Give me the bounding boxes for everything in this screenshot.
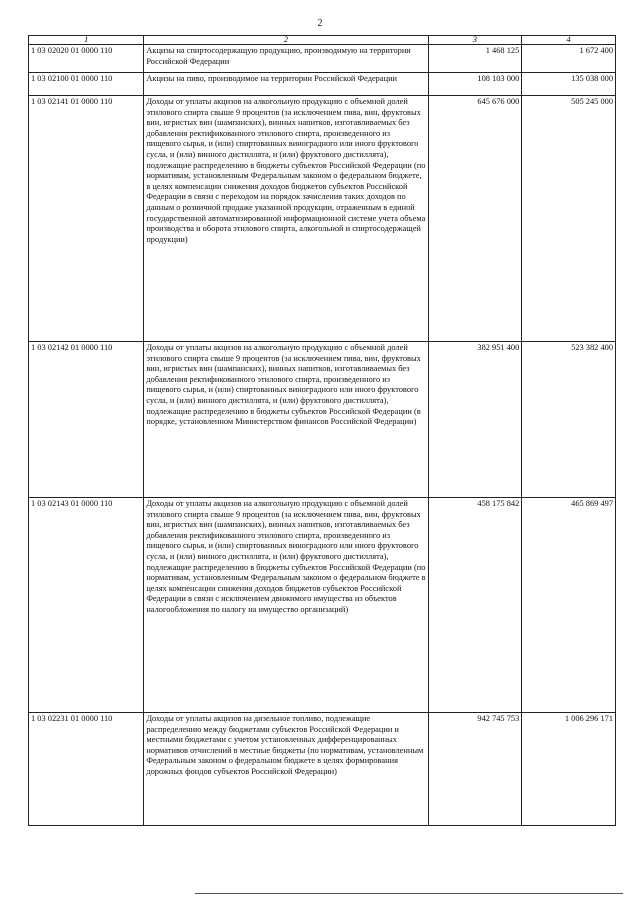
- row-description: Акцизы на спиртосодержащую продукцию, производимую на территории Российской Федерации: [144, 45, 428, 73]
- row-value-2: 505 245 000: [522, 96, 616, 342]
- row-value-2: 1 006 296 171: [522, 713, 616, 826]
- column-header-1: 1: [29, 36, 144, 45]
- table-row: [29, 73, 616, 96]
- table-row: [29, 498, 616, 713]
- table-row: [29, 342, 616, 498]
- row-value-1: 942 745 753: [428, 713, 522, 826]
- table-row: [29, 96, 616, 342]
- row-code: 1 03 02100 01 0000 110: [29, 73, 144, 96]
- row-value-2: 135 038 000: [522, 73, 616, 96]
- column-header-4: 4: [522, 36, 616, 45]
- row-value-2: 1 672 400: [522, 45, 616, 73]
- table-row: [29, 45, 616, 73]
- row-code: 1 03 02231 01 0000 110: [29, 713, 144, 826]
- bottom-divider: [195, 893, 623, 894]
- row-description: Доходы от уплаты акцизов на алкогольную продукцию с объемной долей этилового спирта свыше 9 процентов (за исключением пива, вин, фруктовых вин, игристых вин (шампанских), винных напитков, изготавливаемых без добавления ректификованного этилового спирта, произведенного из пищевого сырья, и (или) спиртованных виноградного или иного фруктового сусла, и (или) винного дистиллята, и (или) фруктового дистиллята), подлежащие распределению в бюджеты субъектов Российской Федерации (по нормативам, установленным Федеральным законом о федеральном бюджете в целях компенсации снижения доходов бюджетов субъектов Российской Федерации в связи с исключением движимого имущества из объектов налогообложения по налогу на имущество организаций): [144, 498, 428, 713]
- row-value-1: 458 175 842: [428, 498, 522, 713]
- row-value-1: 382 951 400: [428, 342, 522, 498]
- row-description: Доходы от уплаты акцизов на алкогольную продукцию с объемной долей этилового спирта свыше 9 процентов (за исключением пива, вин, фруктовых вин, игристых вин (шампанских), винных напитков, изготавливаемых без добавления ректификованного этилового спирта, произведенного из пищевого сырья, и (или) спиртованных виноградного или иного фруктового сусла, и (или) винного дистиллята, и (или) фруктового дистиллята), подлежащие распределению в бюджеты субъектов Российской Федерации (в порядке, установленном Министерством финансов Российской Федерации): [144, 342, 428, 498]
- row-value-1: 1 468 125: [428, 45, 522, 73]
- table-row: [29, 713, 616, 826]
- row-code: 1 03 02141 01 0000 110: [29, 96, 144, 342]
- table-header-row: [29, 36, 616, 45]
- row-description: Акцизы на пиво, производимое на территории Российской Федерации: [144, 73, 428, 96]
- revenue-table: [28, 35, 616, 826]
- row-code: 1 03 02020 01 0000 110: [29, 45, 144, 73]
- row-description: Доходы от уплаты акцизов на дизельное топливо, подлежащие распределению между бюджетами субъектов Российской Федерации и местными бюджетами с учетом установленных дифференцированных нормативов отчислений в местные бюджеты (по нормативам, установленным Федеральным законом о федеральном бюджете в целях формирования дорожных фондов субъектов Российской Федерации): [144, 713, 428, 826]
- row-value-1: 645 676 000: [428, 96, 522, 342]
- row-value-2: 523 382 400: [522, 342, 616, 498]
- row-description: Доходы от уплаты акцизов на алкогольную продукцию с объемной долей этилового спирта свыше 9 процентов (за исключением пива, вин, фруктовых вин, игристых вин (шампанских), винных напитков, изготавливаемых без добавления ректификованного этилового спирта, произведенного из пищевого сырья, и (или) спиртованных виноградного или иного фруктового сусла, и (или) винного дистиллята, и (или) фруктового дистиллята), подлежащие распределению в бюджеты субъектов Российской Федерации (по нормативам, установленным Федеральным законом о федеральном бюджете, в целях компенсации снижения доходов бюджетов субъектов Российской Федерации в связи с переходом на порядок зачисления таких доходов по данным о розничной продаже указанной продукции, отраженным в единой государственной автоматизированной информационной системе учета объема производства и оборота этилового спирта, алкогольной и спиртосодержащей продукции): [144, 96, 428, 342]
- row-code: 1 03 02142 01 0000 110: [29, 342, 144, 498]
- row-code: 1 03 02143 01 0000 110: [29, 498, 144, 713]
- column-header-3: 3: [428, 36, 522, 45]
- row-value-2: 465 869 497: [522, 498, 616, 713]
- column-header-2: 2: [144, 36, 428, 45]
- page-number: 2: [317, 18, 323, 29]
- row-value-1: 108 103 000: [428, 73, 522, 96]
